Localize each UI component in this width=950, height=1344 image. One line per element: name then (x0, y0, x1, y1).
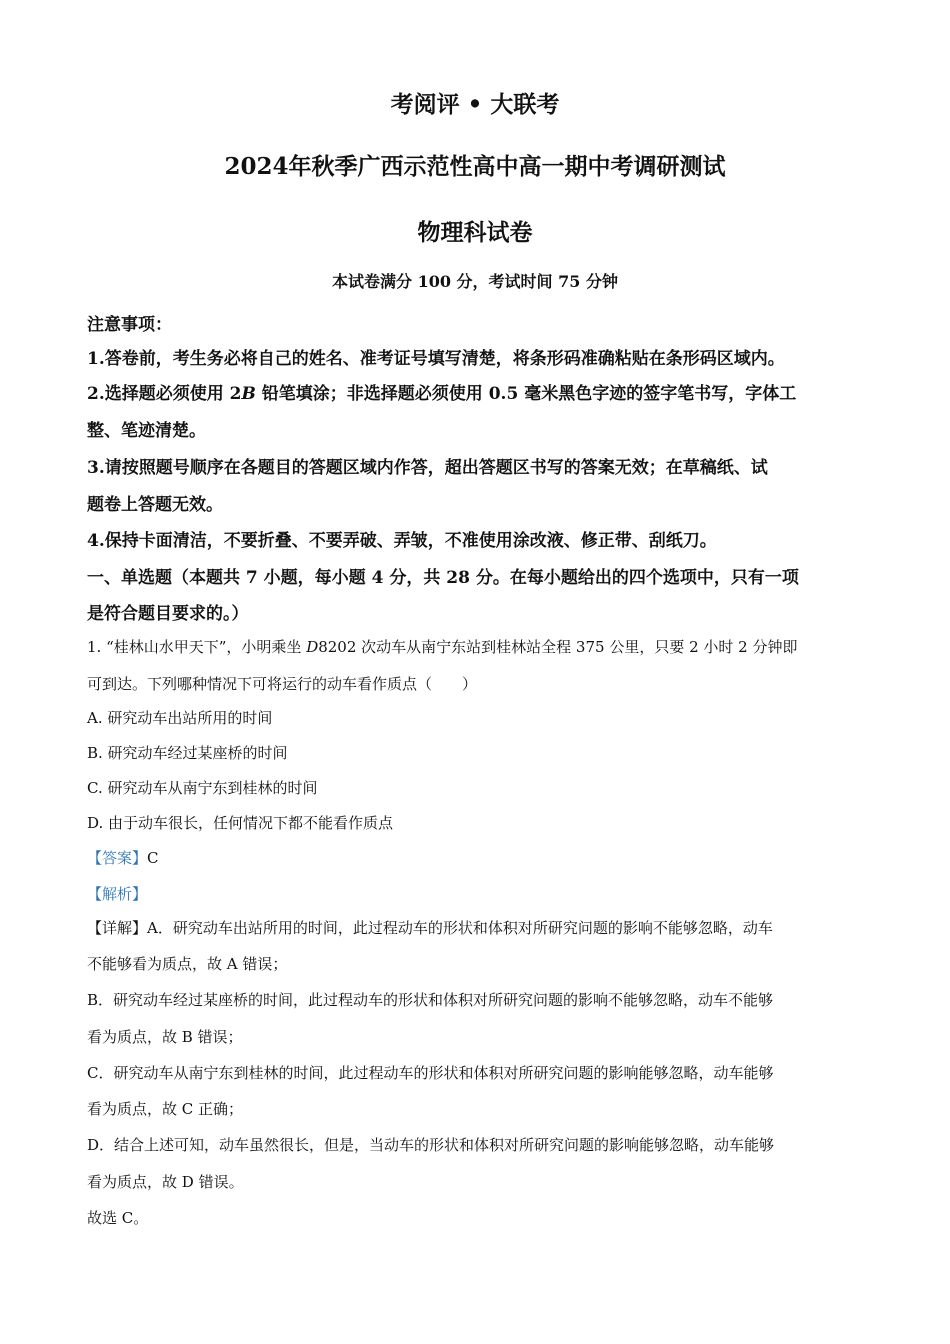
detail-b-line-2: 看为质点，故 B 错误； (87, 1028, 243, 1046)
conclusion: 故选 C。 (87, 1209, 149, 1227)
brand-title: 考阅评 • 大联考 (390, 91, 560, 118)
notice-item-3-line-2: 题卷上答题无效。 (87, 495, 223, 515)
notice-item-1: 1.答卷前，考生务必将自己的姓名、准考证号填写清楚，将条形码准确粘贴在条形码区域内。 (87, 349, 785, 369)
detail-tag: 【详解】 (87, 919, 148, 937)
question-1-stem (87, 636, 798, 657)
notice-item-2-line-2: 整、笔迹清楚。 (87, 421, 206, 441)
subject-title: 物理科试卷 (417, 219, 533, 246)
notice-item-2 (87, 379, 796, 404)
question-1-stem-b: 8202 次动车从南宁东站到桂林站全程 375 公里，只要 2 小时 2 分钟即 (318, 638, 798, 656)
notice-item-2-part-c: 铅笔填涂；非选择题必须使用 0.5 毫米黑色字迹的签字笔书写，字体工 (255, 384, 797, 404)
answer-tag: 【答案】 (87, 849, 148, 867)
answer-line (87, 847, 159, 868)
detail-a-line-1 (87, 917, 773, 938)
exam-info: 本试卷满分 100 分，考试时间 75 分钟 (332, 272, 618, 291)
detail-d-line-1: D．结合上述可知，动车虽然很长，但是，当动车的形状和体积对所研究问题的影响能够忽略，动车能够 (87, 1136, 775, 1154)
notice-item-3: 3.请按照题号顺序在各题目的答题区域内作答，超出答题区书写的答案无效；在草稿纸、试 (87, 458, 768, 478)
notice-item-2-italic: B (241, 384, 256, 404)
option-d: D. 由于动车很长，任何情况下都不能看作质点 (87, 814, 394, 832)
exam-title: 2024年秋季广西示范性高中高一期中考调研测试 (224, 153, 726, 180)
question-1-stem-line-2: 可到达。下列哪种情况下可将运行的动车看作质点（ ） (87, 675, 478, 693)
analysis-tag: 【解析】 (87, 885, 148, 903)
detail-a-line-2: 不能够看为质点，故 A 错误； (87, 955, 288, 973)
question-1-stem-italic: D (306, 638, 319, 656)
notice-item-2-part-a: 2.选择题必须使用 2 (87, 384, 242, 404)
detail-d-line-2: 看为质点，故 D 错误。 (87, 1173, 244, 1191)
notice-heading: 注意事项： (87, 315, 172, 335)
option-b: B. 研究动车经过某座桥的时间 (87, 744, 288, 762)
detail-c-line-2: 看为质点，故 C 正确； (87, 1100, 244, 1118)
answer-value: C (147, 849, 159, 867)
section-heading: 一、单选题（本题共 7 小题，每小题 4 分，共 28 分。在每小题给出的四个选项中，只有一项 (87, 568, 799, 588)
section-heading-line-2: 是符合题目要求的。） (87, 604, 249, 624)
detail-c-line-1: C．研究动车从南宁东到桂林的时间，此过程动车的形状和体积对所研究问题的影响能够忽略，动车能够 (87, 1064, 774, 1082)
option-a: A. 研究动车出站所用的时间 (87, 709, 273, 727)
option-c: C. 研究动车从南宁东到桂林的时间 (87, 779, 318, 797)
detail-b-line-1: B．研究动车经过某座桥的时间，此过程动车的形状和体积对所研究问题的影响不能够忽略，动车不能够 (87, 991, 774, 1009)
detail-a-text: A．研究动车出站所用的时间，此过程动车的形状和体积对所研究问题的影响不能够忽略，动车 (147, 919, 773, 937)
notice-item-4: 4.保持卡面清洁，不要折叠、不要弄破、弄皱，不准使用涂改液、修正带、刮纸刀。 (87, 531, 717, 551)
question-1-stem-a: 1. “桂林山水甲天下”，小明乘坐 (87, 638, 307, 656)
